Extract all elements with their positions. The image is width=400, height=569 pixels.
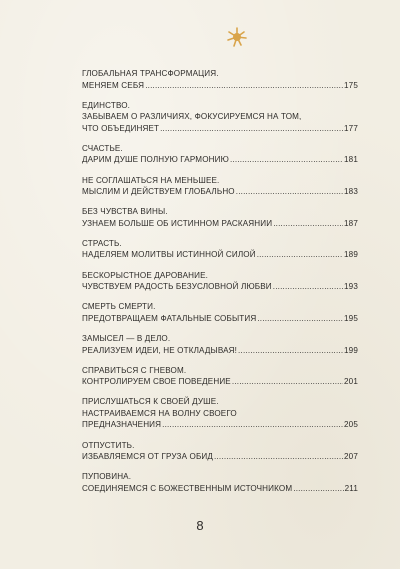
toc-leader-line — [82, 419, 358, 431]
toc-page-number: 181 — [344, 155, 358, 165]
toc-subtitle: КОНТРОЛИРУЕМ СВОЕ ПОВЕДЕНИЕ — [82, 377, 231, 387]
toc-leader-line — [82, 186, 358, 198]
toc-subtitle: ПРЕДОТВРАЩАЕМ ФАТАЛЬНЫЕ СОБЫТИЯ — [82, 313, 257, 323]
dot-leader — [160, 123, 343, 135]
toc-leader-line — [82, 281, 358, 293]
toc-entry — [82, 440, 358, 463]
toc-entry — [82, 396, 358, 431]
toc-chapter-title: ЗАМЫСЕЛ — В ДЕЛО. — [82, 334, 171, 343]
toc-entry — [82, 333, 358, 356]
toc-subtitle: ПРЕДНАЗНАЧЕНИЯ — [82, 420, 162, 430]
dot-leader — [232, 376, 343, 388]
toc-chapter-title: ЕДИНСТВО. — [82, 100, 131, 110]
toc-page-number: 189 — [344, 250, 358, 260]
dot-leader — [273, 218, 343, 230]
dot-leader — [230, 154, 343, 166]
dot-leader — [236, 186, 343, 198]
dot-leader — [162, 419, 343, 431]
ink-star-icon — [226, 26, 248, 48]
toc-subtitle: ЧТО ОБЪЕДИНЯЕТ — [82, 123, 160, 133]
toc-leader-line — [82, 249, 358, 261]
toc-chapter-title: ОТПУСТИТЬ. — [82, 440, 135, 450]
toc-entry — [82, 365, 358, 388]
toc-leader-line — [82, 451, 358, 463]
toc-entry — [82, 270, 358, 293]
toc-chapter-title: БЕЗ ЧУВСТВА ВИНЫ. — [82, 207, 168, 217]
toc-leader-line — [82, 376, 358, 388]
toc-subtitle: МЫСЛИМ И ДЕЙСТВУЕМ ГЛОБАЛЬНО — [82, 187, 235, 197]
toc-subtitle: МЕНЯЕМ СЕБЯ — [82, 80, 145, 90]
toc-leader-line — [82, 313, 358, 325]
toc-page-number: 193 — [344, 282, 358, 292]
dot-leader — [145, 80, 343, 92]
toc-subtitle-line: ЗАБЫВАЕМ О РАЗЛИЧИЯХ, ФОКУСИРУЕМСЯ НА ТОМ, — [82, 112, 302, 122]
toc-chapter-title: СПРАВИТЬСЯ С ГНЕВОМ. — [82, 365, 187, 375]
toc-leader-line — [82, 345, 358, 357]
toc-entry — [82, 206, 358, 229]
toc-subtitle: УЗНАЕМ БОЛЬШЕ ОБ ИСТИННОМ РАСКАЯНИИ — [82, 218, 273, 228]
toc-entry — [82, 143, 358, 166]
toc-chapter-title: НЕ СОГЛАШАТЬСЯ НА МЕНЬШЕЕ. — [82, 175, 220, 185]
toc-subtitle: НАДЕЛЯЕМ МОЛИТВЫ ИСТИННОЙ СИЛОЙ — [82, 250, 256, 260]
toc-chapter-title: СТРАСТЬ. — [82, 238, 122, 248]
dot-leader — [214, 451, 343, 463]
toc-page-number: 201 — [344, 377, 358, 387]
toc-page-number: 199 — [344, 345, 358, 355]
table-of-contents — [82, 68, 358, 503]
toc-chapter-title: СЧАСТЬЕ. — [82, 143, 123, 153]
toc-page-number: 183 — [344, 187, 358, 197]
toc-leader-line — [82, 218, 358, 230]
toc-page-number: 211 — [344, 483, 358, 493]
toc-page-number: 195 — [344, 313, 358, 323]
toc-subtitle: ЧУВСТВУЕМ РАДОСТЬ БЕЗУСЛОВНОЙ ЛЮБВИ — [82, 282, 272, 292]
toc-page-number: 187 — [344, 218, 358, 228]
toc-page-number: 177 — [344, 123, 358, 133]
toc-page-number: 207 — [344, 452, 358, 462]
dot-leader — [273, 281, 343, 293]
toc-leader-line — [82, 123, 358, 135]
toc-subtitle: СОЕДИНЯЕМСЯ С БОЖЕСТВЕННЫМ ИСТОЧНИКОМ — [82, 483, 293, 493]
toc-subtitle: ИЗБАВЛЯЕМСЯ ОТ ГРУЗА ОБИД — [82, 452, 214, 462]
toc-leader-line — [82, 483, 358, 495]
toc-chapter-title: ГЛОБАЛЬНАЯ ТРАНСФОРМАЦИЯ. — [82, 69, 219, 78]
toc-entry — [82, 238, 358, 261]
toc-entry — [82, 175, 358, 198]
dot-leader — [257, 249, 343, 261]
toc-page-number: 175 — [344, 80, 358, 90]
toc-chapter-title: БЕСКОРЫСТНОЕ ДАРОВАНИЕ. — [82, 270, 209, 280]
toc-chapter-title: ПУПОВИНА. — [82, 472, 132, 482]
toc-subtitle-line: НАСТРАИВАЕМСЯ НА ВОЛНУ СВОЕГО — [82, 408, 237, 418]
toc-entry — [82, 471, 358, 494]
toc-subtitle: РЕАЛИЗУЕМ ИДЕИ, НЕ ОТКЛАДЫВАЯ! — [82, 345, 238, 355]
dot-leader — [238, 345, 343, 357]
toc-entry — [82, 100, 358, 135]
toc-leader-line — [82, 80, 358, 92]
toc-chapter-title: СМЕРТЬ СМЕРТИ. — [82, 302, 156, 312]
toc-page-number: 205 — [344, 420, 358, 430]
toc-chapter-title: ПРИСЛУШАТЬСЯ К СВОЕЙ ДУШЕ. — [82, 397, 219, 407]
toc-entry — [82, 301, 358, 324]
toc-entry — [82, 68, 358, 91]
toc-subtitle: ДАРИМ ДУШЕ ПОЛНУЮ ГАРМОНИЮ — [82, 155, 229, 165]
page-number: 8 — [196, 518, 204, 533]
dot-leader — [257, 313, 343, 325]
dot-leader — [293, 483, 343, 495]
toc-leader-line — [82, 154, 358, 166]
